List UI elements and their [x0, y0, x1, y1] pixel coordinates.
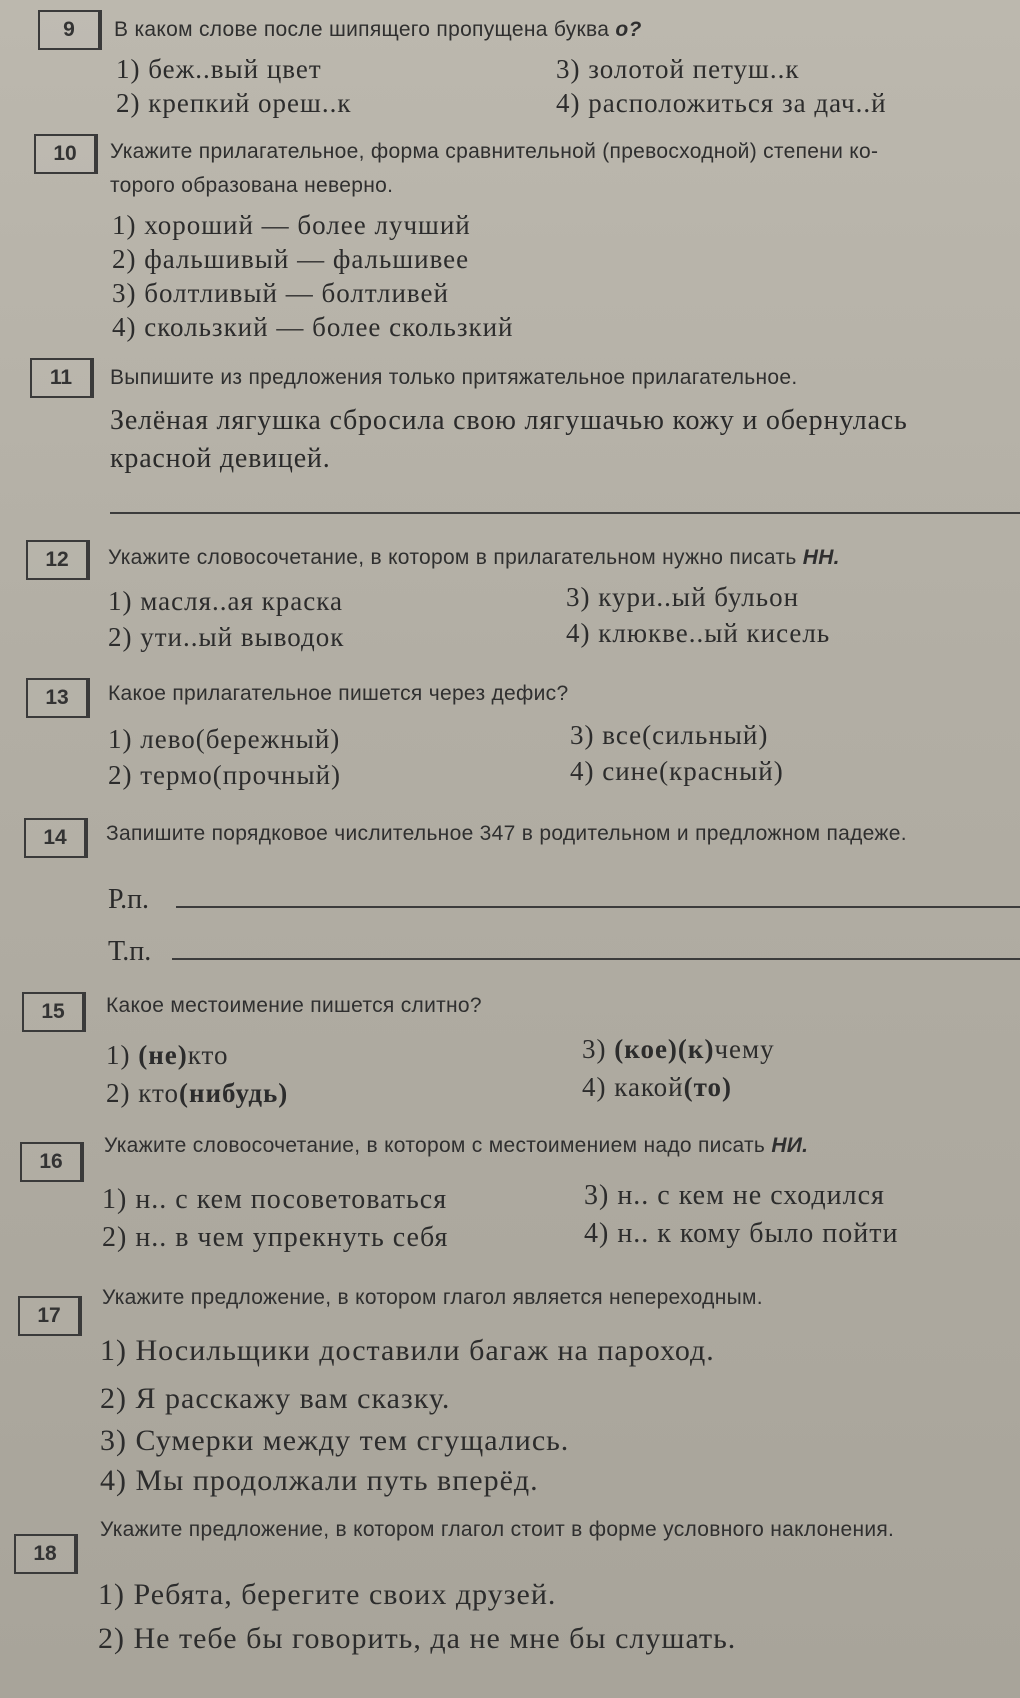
- task-number: 18: [14, 1534, 78, 1574]
- option-text: 1): [106, 1040, 131, 1070]
- answer-option: 4) расположиться за дач..й: [556, 88, 887, 118]
- answer-option: 2) н.. в чем упрекнуть себя: [102, 1222, 449, 1253]
- answer-option: 1) беж..вый цвет: [116, 54, 322, 84]
- answer-option: 4) Мы продолжали путь вперёд.: [100, 1464, 539, 1497]
- answer-option: 3) золотой петуш..к: [556, 54, 800, 84]
- answer-line: [172, 958, 1020, 960]
- answer-option: 1) масля..ая краска: [108, 586, 343, 616]
- option-text: 4) какой: [582, 1072, 684, 1102]
- answer-option: [106, 1078, 288, 1109]
- answer-option: 2) Я расскажу вам сказку.: [100, 1382, 451, 1415]
- answer-option: 2) крепкий ореш..к: [116, 88, 352, 118]
- answer-option: 2) термо(прочный): [108, 760, 342, 790]
- task-question: Какое прилагательное пишется через дефис?: [108, 682, 569, 705]
- answer-option: 1) лево(бережный): [108, 724, 341, 754]
- answer-option: 1) н.. с кем посоветоваться: [102, 1184, 448, 1215]
- task-number: 15: [22, 992, 86, 1032]
- answer-option: 3) кури..ый бульон: [566, 582, 800, 612]
- task-question: Какое местоимение пишется слитно?: [106, 994, 482, 1017]
- answer-option: [106, 1040, 229, 1071]
- task-question: [104, 1134, 808, 1158]
- answer-option: 3) н.. с кем не сходился: [584, 1180, 885, 1211]
- answer-option: 1) хороший — более лучший: [112, 210, 471, 240]
- option-text: кто: [187, 1040, 229, 1070]
- answer-option: [582, 1072, 732, 1103]
- task-question: Укажите предложение, в котором глагол стоит в форме условного наклонения.: [100, 1518, 895, 1541]
- question-emphasis: НИ.: [771, 1134, 809, 1157]
- answer-option: 4) клюкве..ый кисель: [566, 618, 831, 648]
- task-number: 10: [34, 134, 98, 174]
- case-label: Р.п.: [108, 884, 150, 915]
- question-text: Укажите словосочетание, в котором в прилагательном нужно писать: [108, 546, 797, 569]
- answer-option: 4) скользкий — более скользкий: [112, 312, 514, 342]
- task-sentence: красной девицей.: [110, 443, 331, 474]
- option-bold: (нибудь): [178, 1078, 289, 1108]
- option-bold: (кое)(к): [614, 1034, 715, 1064]
- question-text: В каком слове после шипящего пропущена буква: [114, 18, 610, 41]
- task-question: Запишите порядковое числительное 347 в родительном и предложном падеже.: [106, 822, 907, 845]
- answer-option: [582, 1034, 775, 1065]
- task-number: 17: [18, 1296, 82, 1336]
- task-question: Выпишите из предложения только притяжательное прилагательное.: [110, 366, 798, 389]
- answer-option: 1) Носильщики доставили багаж на пароход.: [100, 1334, 715, 1367]
- question-emphasis: о?: [615, 18, 642, 41]
- task-number: 11: [30, 358, 94, 398]
- task-question: [108, 546, 840, 570]
- task-question: Укажите прилагательное, форма сравнительной (превосходной) степени ко-: [110, 140, 879, 163]
- answer-line: [110, 512, 1020, 514]
- answer-option: 2) ути..ый выводок: [108, 622, 345, 652]
- answer-option: 3) болтливый — болтливей: [112, 278, 449, 308]
- option-text: 2) кто: [106, 1078, 179, 1108]
- case-label: Т.п.: [108, 936, 152, 967]
- option-bold: (то): [683, 1072, 733, 1102]
- task-question: торого образована неверно.: [110, 174, 394, 197]
- task-sentence: Зелёная лягушка сбросила свою лягушачью кожу и обернулась: [110, 405, 908, 436]
- task-number: 12: [26, 540, 90, 580]
- question-emphasis: НН.: [802, 546, 840, 569]
- answer-option: 2) фальшивый — фальшивее: [112, 244, 470, 274]
- option-text: 3): [582, 1034, 607, 1064]
- option-bold: (не): [138, 1040, 188, 1070]
- answer-option: 4) сине(красный): [570, 756, 784, 786]
- option-text: чему: [714, 1034, 775, 1064]
- task-question: Укажите предложение, в котором глагол является непереходным.: [102, 1286, 763, 1309]
- question-text: Укажите словосочетание, в котором с местоимением надо писать: [104, 1134, 766, 1157]
- answer-option: 3) Сумерки между тем сгущались.: [100, 1424, 570, 1457]
- task-question: [114, 18, 642, 42]
- task-number: 9: [38, 10, 102, 50]
- answer-line: [176, 906, 1020, 908]
- answer-option: 2) Не тебе бы говорить, да не мне бы слушать.: [98, 1622, 737, 1655]
- task-number: 13: [26, 678, 90, 718]
- task-number: 14: [24, 818, 88, 858]
- answer-option: 4) н.. к кому было пойти: [584, 1218, 899, 1249]
- answer-option: 3) все(сильный): [570, 720, 769, 750]
- answer-option: 1) Ребята, берегите своих друзей.: [98, 1578, 557, 1611]
- task-number: 16: [20, 1142, 84, 1182]
